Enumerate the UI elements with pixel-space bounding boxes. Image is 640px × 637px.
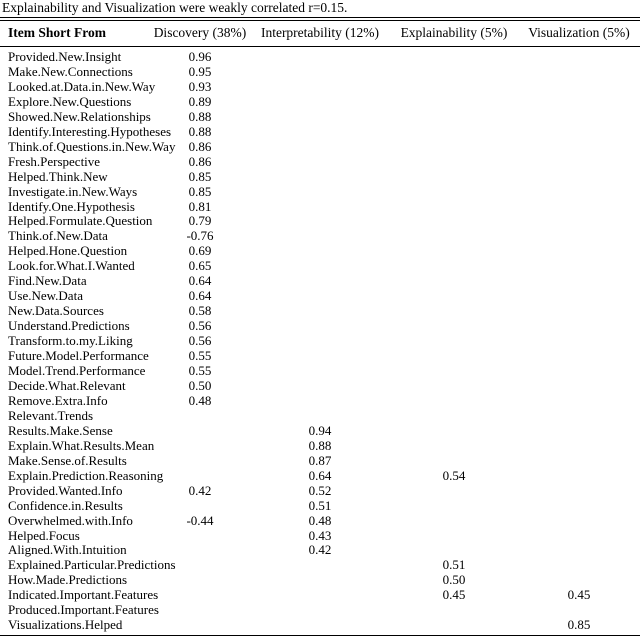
value-cell	[390, 95, 518, 110]
table-row	[0, 394, 640, 409]
value-cell	[250, 379, 390, 394]
value-cell	[518, 409, 640, 424]
value-cell	[250, 588, 390, 603]
item-cell: Helped.Formulate.Question	[8, 213, 153, 229]
value-cell	[390, 394, 518, 409]
value-cell	[150, 409, 250, 424]
item-cell: Showed.New.Relationships	[8, 108, 151, 124]
value-cell: 0.85	[188, 183, 212, 199]
table-row	[0, 140, 640, 155]
value-cell	[250, 80, 390, 95]
value-cell	[250, 185, 390, 200]
value-cell: 0.52	[308, 482, 332, 498]
value-cell: -0.44	[186, 512, 214, 528]
value-cell	[250, 618, 390, 637]
value-cell	[150, 543, 250, 558]
value-cell	[518, 499, 640, 514]
value-cell	[390, 603, 518, 618]
item-cell: Relevant.Trends	[8, 407, 94, 423]
value-cell: 0.45	[442, 587, 466, 603]
value-cell	[518, 155, 640, 170]
value-cell	[518, 95, 640, 110]
value-cell	[390, 125, 518, 140]
item-cell: New.Data.Sources	[8, 303, 104, 319]
item-cell: Think.of.Questions.in.New.Way	[8, 138, 176, 154]
item-cell: Explain.What.Results.Mean	[8, 437, 155, 453]
value-cell	[390, 65, 518, 80]
value-cell: 0.88	[188, 108, 212, 124]
table-row	[0, 304, 640, 319]
table-row	[0, 514, 640, 529]
value-cell	[390, 319, 518, 334]
value-cell	[518, 334, 640, 349]
table-row	[0, 454, 640, 469]
column-header-visualization: Visualization (5%)	[518, 19, 640, 47]
value-cell	[390, 274, 518, 289]
value-cell	[250, 603, 390, 618]
table-row	[0, 200, 640, 215]
item-cell: Explore.New.Questions	[8, 93, 132, 109]
value-cell	[150, 439, 250, 454]
value-cell: 0.48	[188, 392, 212, 408]
value-cell: 0.88	[188, 123, 212, 139]
value-cell: 0.85	[188, 168, 212, 184]
item-cell: Future.Model.Performance	[8, 348, 149, 364]
value-cell	[150, 454, 250, 469]
value-cell	[518, 514, 640, 529]
value-cell	[250, 558, 390, 573]
value-cell: 0.69	[188, 243, 212, 259]
item-cell: Explain.Prediction.Reasoning	[8, 467, 164, 483]
table-row	[0, 618, 640, 637]
value-cell	[250, 364, 390, 379]
value-cell: 0.85	[567, 617, 591, 633]
value-cell	[518, 573, 640, 588]
table-row	[0, 349, 640, 364]
value-cell	[518, 289, 640, 304]
value-cell	[390, 499, 518, 514]
item-cell: Identify.One.Hypothesis	[8, 198, 135, 214]
item-cell: Think.of.New.Data	[8, 228, 108, 244]
value-cell: 0.42	[308, 542, 332, 558]
value-cell: 0.58	[188, 303, 212, 319]
value-cell	[390, 110, 518, 125]
value-cell: 0.42	[188, 482, 212, 498]
value-cell	[518, 80, 640, 95]
table-row	[0, 274, 640, 289]
item-cell: Provided.Wanted.Info	[8, 482, 123, 498]
value-cell	[150, 499, 250, 514]
value-cell	[518, 65, 640, 80]
value-cell	[390, 364, 518, 379]
value-cell: -0.76	[186, 228, 214, 244]
value-cell	[518, 349, 640, 364]
value-cell	[250, 304, 390, 319]
table-row	[0, 95, 640, 110]
value-cell: 0.51	[308, 497, 332, 513]
table-row	[0, 319, 640, 334]
table-row	[0, 334, 640, 349]
value-cell	[518, 125, 640, 140]
table-row	[0, 155, 640, 170]
value-cell: 0.55	[188, 348, 212, 364]
value-cell	[390, 334, 518, 349]
table-body	[0, 47, 640, 637]
value-cell	[390, 289, 518, 304]
column-header-explainability: Explainability (5%)	[390, 19, 518, 47]
value-cell	[518, 379, 640, 394]
value-cell	[390, 200, 518, 215]
column-header-discovery: Discovery (38%)	[150, 19, 250, 47]
value-cell: 0.50	[442, 572, 466, 588]
item-cell: Confidence.in.Results	[8, 497, 123, 513]
value-cell	[518, 424, 640, 439]
correlation-table	[0, 17, 640, 637]
table-row	[0, 259, 640, 274]
item-cell: Produced.Important.Features	[8, 602, 159, 618]
table-row	[0, 543, 640, 558]
value-cell	[250, 349, 390, 364]
column-header-item: Item Short From	[0, 19, 150, 47]
value-cell: 0.64	[188, 273, 212, 289]
value-cell	[390, 80, 518, 95]
item-cell: How.Made.Predictions	[8, 572, 128, 588]
item-cell: Helped.Hone.Question	[8, 243, 128, 259]
value-cell	[390, 409, 518, 424]
table-caption: Explainability and Visualization were weakly correlated r=0.15.	[2, 0, 348, 15]
value-cell	[390, 185, 518, 200]
table-row	[0, 424, 640, 439]
value-cell: 0.87	[308, 452, 332, 468]
table-row	[0, 603, 640, 618]
table-row	[0, 499, 640, 514]
value-cell: 0.95	[188, 63, 212, 79]
item-cell: Make.Sense.of.Results	[8, 452, 127, 468]
table-row	[0, 573, 640, 588]
value-cell: 0.86	[188, 153, 212, 169]
value-cell	[390, 170, 518, 185]
value-cell	[250, 259, 390, 274]
value-cell	[518, 469, 640, 484]
item-cell: Understand.Predictions	[8, 318, 130, 334]
item-cell: Investigate.in.New.Ways	[8, 183, 138, 199]
item-cell: Helped.Think.New	[8, 168, 108, 184]
value-cell	[518, 603, 640, 618]
value-cell	[250, 334, 390, 349]
table-row	[0, 80, 640, 95]
value-cell	[390, 155, 518, 170]
item-cell: Results.Make.Sense	[8, 422, 113, 438]
value-cell: 0.81	[188, 198, 212, 214]
value-cell	[390, 529, 518, 544]
value-cell: 0.56	[188, 333, 212, 349]
table-row	[0, 244, 640, 259]
value-cell: 0.93	[188, 78, 212, 94]
table-row	[0, 185, 640, 200]
value-cell	[390, 349, 518, 364]
value-cell	[518, 214, 640, 229]
value-cell	[390, 484, 518, 499]
value-cell: 0.56	[188, 318, 212, 334]
value-cell: 0.79	[188, 213, 212, 229]
item-cell: Overwhelmed.with.Info	[8, 512, 133, 528]
item-cell: Looked.at.Data.in.New.Way	[8, 78, 156, 94]
item-cell: Look.for.What.I.Wanted	[8, 258, 135, 274]
table-row	[0, 65, 640, 80]
table-row	[0, 170, 640, 185]
value-cell: 0.64	[308, 467, 332, 483]
value-cell	[250, 573, 390, 588]
value-cell	[250, 170, 390, 185]
value-cell	[518, 319, 640, 334]
value-cell	[390, 229, 518, 244]
item-cell: Use.New.Data	[8, 288, 83, 304]
value-cell	[518, 543, 640, 558]
value-cell: 0.51	[442, 557, 466, 573]
item-cell: Remove.Extra.Info	[8, 392, 108, 408]
value-cell	[250, 244, 390, 259]
value-cell	[250, 409, 390, 424]
value-cell	[150, 469, 250, 484]
value-cell	[250, 289, 390, 304]
item-cell: Identify.Interesting.Hypotheses	[8, 123, 172, 139]
value-cell	[150, 529, 250, 544]
value-cell	[150, 618, 250, 637]
value-cell	[390, 514, 518, 529]
value-cell	[390, 424, 518, 439]
table-row	[0, 469, 640, 484]
value-cell	[390, 454, 518, 469]
item-cell: Fresh.Perspective	[8, 153, 101, 169]
item-cell: Aligned.With.Intuition	[8, 542, 127, 558]
value-cell	[150, 588, 250, 603]
item-cell: Transform.to.my.Liking	[8, 333, 133, 349]
item-cell: Make.New.Connections	[8, 63, 133, 79]
value-cell: 0.50	[188, 377, 212, 393]
value-cell	[518, 244, 640, 259]
value-cell	[518, 170, 640, 185]
table-header	[0, 19, 640, 47]
column-header-interpretability: Interpretability (12%)	[250, 19, 390, 47]
item-cell: Explained.Particular.Predictions	[8, 557, 176, 573]
table-row	[0, 439, 640, 454]
value-cell	[518, 484, 640, 499]
table-row	[0, 125, 640, 140]
value-cell	[250, 229, 390, 244]
table-row	[0, 558, 640, 573]
value-cell	[250, 200, 390, 215]
item-cell: Model.Trend.Performance	[8, 363, 146, 379]
value-cell	[250, 155, 390, 170]
value-cell	[250, 214, 390, 229]
value-cell: 0.45	[567, 587, 591, 603]
value-cell: 0.94	[308, 422, 332, 438]
value-cell	[390, 379, 518, 394]
value-cell	[390, 244, 518, 259]
value-cell	[150, 573, 250, 588]
value-cell: 0.64	[188, 288, 212, 304]
value-cell	[390, 47, 518, 65]
value-cell	[518, 364, 640, 379]
value-cell	[518, 47, 640, 65]
table-row	[0, 529, 640, 544]
table-row	[0, 289, 640, 304]
value-cell	[518, 529, 640, 544]
value-cell	[518, 200, 640, 215]
value-cell	[250, 65, 390, 80]
value-cell: 0.88	[308, 437, 332, 453]
value-cell: 0.54	[442, 467, 466, 483]
item-cell: Helped.Focus	[8, 527, 80, 543]
table-row	[0, 47, 640, 65]
table-row	[0, 214, 640, 229]
value-cell	[390, 543, 518, 558]
value-cell: 0.65	[188, 258, 212, 274]
value-cell	[518, 259, 640, 274]
value-cell	[150, 603, 250, 618]
value-cell	[250, 95, 390, 110]
value-cell	[150, 424, 250, 439]
value-cell: 0.96	[188, 49, 212, 64]
value-cell: 0.55	[188, 363, 212, 379]
item-cell: Indicated.Important.Features	[8, 587, 159, 603]
value-cell	[250, 394, 390, 409]
table-row	[0, 409, 640, 424]
value-cell	[518, 229, 640, 244]
item-cell: Decide.What.Relevant	[8, 377, 126, 393]
item-cell: Find.New.Data	[8, 273, 87, 289]
value-cell: 0.43	[308, 527, 332, 543]
value-cell	[518, 439, 640, 454]
value-cell	[390, 259, 518, 274]
value-cell: 0.86	[188, 138, 212, 154]
value-cell	[518, 274, 640, 289]
value-cell	[250, 274, 390, 289]
value-cell	[390, 304, 518, 319]
value-cell	[250, 125, 390, 140]
table-row	[0, 229, 640, 244]
table-row	[0, 588, 640, 603]
value-cell: 0.89	[188, 93, 212, 109]
value-cell	[518, 185, 640, 200]
value-cell	[518, 454, 640, 469]
value-cell	[390, 140, 518, 155]
value-cell	[518, 558, 640, 573]
table-row	[0, 484, 640, 499]
table-row	[0, 110, 640, 125]
value-cell	[390, 618, 518, 637]
value-cell	[250, 47, 390, 65]
value-cell	[518, 394, 640, 409]
table-row	[0, 379, 640, 394]
header-row	[0, 19, 640, 47]
value-cell	[250, 140, 390, 155]
item-cell: Visualizations.Helped	[8, 617, 123, 633]
value-cell	[390, 214, 518, 229]
value-cell	[250, 110, 390, 125]
value-cell: 0.48	[308, 512, 332, 528]
value-cell	[250, 319, 390, 334]
item-cell: Provided.New.Insight	[8, 49, 122, 64]
table-row	[0, 364, 640, 379]
value-cell	[390, 439, 518, 454]
value-cell	[518, 304, 640, 319]
value-cell	[518, 140, 640, 155]
value-cell	[518, 110, 640, 125]
